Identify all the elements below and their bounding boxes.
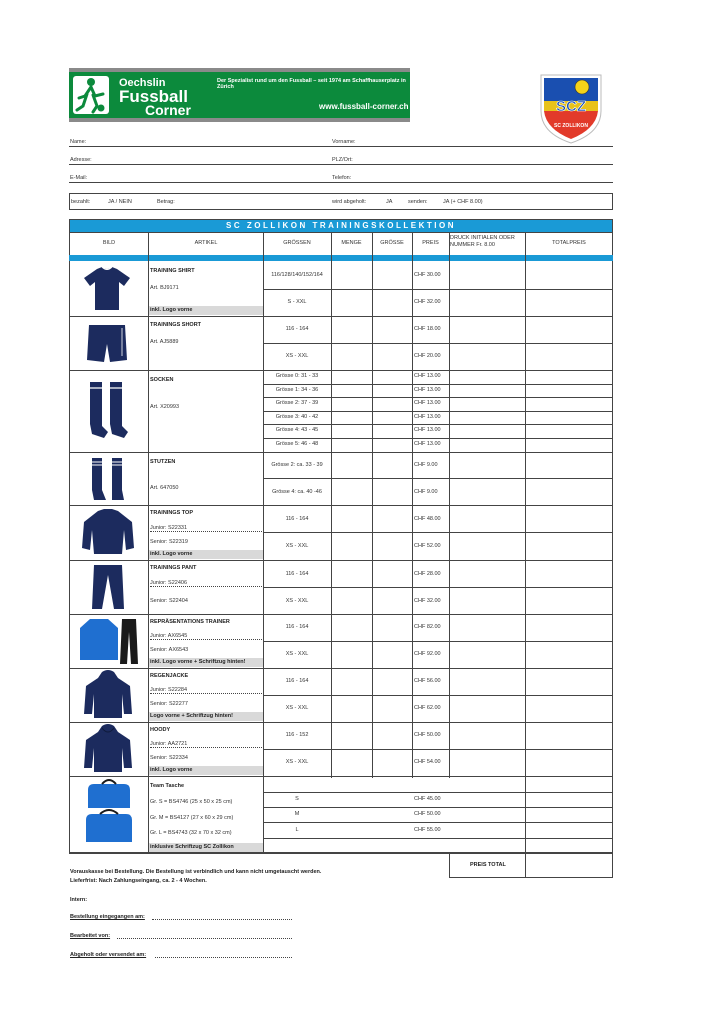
- training-shirt-image: [82, 266, 132, 312]
- product-name: Team Tasche: [150, 783, 185, 789]
- price: CHF 48.00: [414, 516, 441, 522]
- price: CHF 13.00: [414, 387, 441, 393]
- product-note: inklusive Schriftzug SC Zollikon: [149, 843, 263, 852]
- row-line: [69, 776, 613, 777]
- regenjacke-image: [82, 670, 134, 720]
- size-range: Grösse 5: 46 - 48: [275, 441, 319, 447]
- row-line: [69, 452, 613, 453]
- product-note: inkl. Logo vorne: [149, 766, 263, 775]
- price: CHF 45.00: [414, 796, 441, 802]
- hoody-image: [82, 724, 134, 774]
- senior-article: Senior: S22319: [150, 539, 188, 545]
- price: CHF 13.00: [414, 441, 441, 447]
- row-line: [69, 370, 613, 371]
- size-range: Grösse 0: 31 - 33: [275, 373, 319, 379]
- price: CHF 32.00: [414, 598, 441, 604]
- name-line[interactable]: [69, 146, 613, 147]
- product-note: inkl. Logo vorne: [149, 306, 263, 315]
- size-range: XS - XXL: [285, 543, 309, 549]
- product-name: REPRÄSENTATIONS TRAINER: [150, 619, 230, 625]
- product-name: SOCKEN: [150, 377, 174, 383]
- plz-label: PLZ/Ort:: [332, 157, 353, 163]
- price: CHF 32.00: [414, 299, 441, 305]
- subrow-line: [263, 792, 613, 793]
- product-name: HOODY: [150, 727, 171, 733]
- repraesentations-trainer-image: [78, 616, 140, 666]
- socks-image: [86, 380, 130, 440]
- product-name: STUTZEN: [150, 459, 176, 465]
- vline: [331, 232, 332, 262]
- price: CHF 54.00: [414, 759, 441, 765]
- size-range: XS - XXL: [285, 759, 309, 765]
- subrow-line: [263, 822, 613, 823]
- subrow-line: [263, 478, 613, 479]
- size-range: XS - XXL: [285, 651, 309, 657]
- col-bild: BILD: [102, 240, 116, 246]
- stutzen-image: [86, 456, 130, 502]
- product-name: TRAININGS PANT: [150, 565, 197, 571]
- price: CHF 20.00: [414, 353, 441, 359]
- col-menge: MENGE: [341, 240, 362, 246]
- vline: [412, 261, 413, 778]
- junior-article: Junior: S22406: [150, 580, 262, 587]
- team-tasche-image: [84, 778, 134, 850]
- size-range: Grösse 2: 37 - 39: [275, 400, 319, 406]
- trainings-pant-image: [88, 563, 128, 611]
- product-note: inkl. Logo vorne: [149, 550, 263, 559]
- size-range: 116 - 152: [285, 732, 309, 738]
- subrow-line: [263, 838, 613, 839]
- bezahlt-label: bezahlt:: [71, 199, 91, 205]
- price: CHF 9.00: [414, 462, 438, 468]
- preis-total-value[interactable]: [526, 854, 612, 877]
- senior-article: Senior: AX6543: [150, 647, 189, 653]
- product-name: REGENJACKE: [150, 673, 189, 679]
- junior-article: Junior: S22284: [150, 687, 262, 694]
- ja-nein-option[interactable]: JA / NEIN: [108, 199, 132, 205]
- subrow-line: [263, 641, 613, 642]
- intern-label: Intern:: [70, 897, 88, 903]
- subrow-line: [263, 289, 613, 290]
- price: CHF 55.00: [414, 827, 441, 833]
- senior-article: Senior: S22277: [150, 701, 188, 707]
- size-range: Grösse 2: ca. 33 - 39: [271, 462, 323, 468]
- size-range: 116 - 164: [285, 624, 309, 630]
- senden-label: senden:: [408, 199, 428, 205]
- bestellung-eingegangen-field[interactable]: [152, 919, 292, 920]
- product-name: TRAINING SHIRT: [150, 268, 195, 274]
- abgeholt-label: wird abgeholt:: [332, 199, 367, 205]
- bearbeitet-von-field[interactable]: [117, 938, 292, 939]
- bag-size-m: Gr. M = BS4127 (27 x 60 x 29 cm): [150, 815, 234, 821]
- junior-article: Junior: S22331: [150, 525, 262, 532]
- subrow-line: [263, 587, 613, 588]
- row-line: [69, 668, 613, 669]
- adresse-line[interactable]: [69, 164, 613, 165]
- product-note: Logo vorne + Schriftzug hinten!: [149, 712, 263, 721]
- price: CHF 82.00: [414, 624, 441, 630]
- website-link[interactable]: www.fussball-corner.ch: [319, 102, 409, 111]
- price: CHF 30.00: [414, 272, 441, 278]
- junior-article: Junior: AX6545: [150, 633, 262, 640]
- vline: [331, 261, 332, 778]
- vline: [263, 232, 264, 262]
- brand-name-3: Corner: [145, 102, 191, 118]
- size-range: Grösse 4: 43 - 45: [275, 427, 319, 433]
- col-groessen: GRÖSSEN: [283, 240, 311, 246]
- price: CHF 52.00: [414, 543, 441, 549]
- size-range: XS - XXL: [285, 705, 309, 711]
- col-totalpreis: TOTALPREIS: [552, 240, 586, 246]
- bag-size-s: Gr. S = BS4746 (25 x 50 x 25 cm): [150, 799, 233, 805]
- price: CHF 13.00: [414, 400, 441, 406]
- subrow-line: [263, 532, 613, 533]
- row-line: [69, 560, 613, 561]
- svg-text:SC ZOLLIKON: SC ZOLLIKON: [554, 123, 588, 129]
- article-number: Art. 647050: [150, 485, 179, 491]
- size-range: 116 - 164: [285, 326, 309, 332]
- price: CHF 50.00: [414, 732, 441, 738]
- price: CHF 9.00: [414, 489, 438, 495]
- size-range: S - XXL: [287, 299, 307, 305]
- row-line: [69, 614, 613, 615]
- size-range: 116 - 164: [285, 516, 309, 522]
- email-label: E-Mail:: [70, 175, 88, 181]
- vline: [412, 232, 413, 262]
- junior-article: Junior: AA2721: [150, 741, 262, 748]
- size-range: XS - XXL: [285, 598, 309, 604]
- col-druck: DRUCK INITIALEN ODER NUMMER Fr. 8.00: [450, 235, 515, 248]
- player-logo-icon: [73, 76, 109, 114]
- price: CHF 56.00: [414, 678, 441, 684]
- col-artikel: ARTIKEL: [194, 240, 218, 246]
- training-short-image: [86, 322, 128, 364]
- col-preis: PREIS: [422, 240, 439, 246]
- subrow-line: [263, 807, 613, 808]
- size-range: 116 - 164: [285, 571, 309, 577]
- vline: [525, 232, 526, 262]
- price: CHF 92.00: [414, 651, 441, 657]
- telefon-label: Telefon:: [332, 175, 352, 181]
- terms-line-2: Lieferfrist: Nach Zahlungseingang, ca. 2 - 4 Wochen.: [70, 878, 207, 884]
- price: CHF 13.00: [414, 373, 441, 379]
- size-range: 116/128/140/152/164: [271, 272, 323, 278]
- abgeholt-ja-option[interactable]: JA: [386, 199, 393, 205]
- svg-text:SCZ: SCZ: [556, 98, 586, 115]
- vline: [148, 232, 149, 262]
- size-range: M: [294, 811, 300, 817]
- vline: [525, 261, 526, 853]
- article-number: Art. BJ9171: [150, 285, 179, 291]
- article-number: Art. AJ5889: [150, 339, 179, 345]
- subrow-line: [263, 695, 613, 696]
- email-line[interactable]: [69, 182, 613, 183]
- bearbeitet-von-label: Bearbeitet von:: [70, 933, 111, 939]
- price: CHF 28.00: [414, 571, 441, 577]
- product-note: inkl. Logo vorne + Schriftzug hinten!: [149, 658, 263, 667]
- subrow-line: [263, 424, 613, 425]
- tagline: Der Spezialist rund um den Fussball – seit 1974 am Schaffhauserplatz in Zürich: [217, 78, 406, 90]
- col-groesse: GRÖSSE: [380, 240, 404, 246]
- brand-name-1: Oechslin: [119, 77, 166, 89]
- vline: [449, 261, 450, 778]
- vorname-label: Vorname:: [332, 139, 356, 145]
- price: CHF 18.00: [414, 326, 441, 332]
- brand-name-2: Fussball: [119, 87, 188, 106]
- betrag-label: Betrag:: [157, 199, 175, 205]
- fussball-corner-banner: [69, 68, 410, 122]
- vline: [372, 232, 373, 262]
- subrow-line: [263, 397, 613, 398]
- header-strip: [69, 255, 613, 261]
- subrow-line: [263, 749, 613, 750]
- subrow-line: [263, 438, 613, 439]
- header-line-top: [69, 232, 613, 233]
- subrow-line: [263, 411, 613, 412]
- size-range: XS - XXL: [285, 353, 309, 359]
- size-range: L: [295, 827, 299, 833]
- size-range: S: [295, 796, 299, 802]
- price: CHF 50.00: [414, 811, 441, 817]
- terms-line-1: Vorauskasse bei Bestellung. Die Bestellung ist verbindlich und kann nicht umgetauscht werden.: [70, 869, 322, 875]
- name-label: Name:: [70, 139, 87, 145]
- subrow-line: [263, 343, 613, 344]
- row-line: [69, 316, 613, 317]
- article-number: Art. X20993: [150, 404, 180, 410]
- adresse-label: Adresse:: [70, 157, 92, 163]
- vline: [372, 261, 373, 778]
- bestellung-eingegangen-label: Bestellung eingegangen am:: [70, 914, 145, 920]
- senior-article: Senior: S22404: [150, 598, 188, 604]
- bag-size-l: Gr. L = BS4743 (32 x 70 x 32 cm): [150, 830, 232, 836]
- product-name: TRAININGS TOP: [150, 510, 193, 516]
- senden-ja-option[interactable]: JA (+ CHF 8.00): [443, 199, 483, 205]
- preis-total-label: PREIS TOTAL: [470, 862, 506, 868]
- size-range: Grösse 4: ca. 40 -46: [272, 489, 322, 495]
- price: CHF 62.00: [414, 705, 441, 711]
- vline: [449, 232, 450, 262]
- trainings-top-image: [80, 508, 136, 556]
- table-title: SC ZOLLIKON TRAININGSKOLLEKTION: [69, 219, 613, 232]
- price: CHF 13.00: [414, 414, 441, 420]
- product-name: TRAININGS SHORT: [150, 322, 202, 328]
- size-range: Grösse 3: 40 - 42: [275, 414, 319, 420]
- subrow-line: [263, 384, 613, 385]
- size-range: 116 - 164: [285, 678, 309, 684]
- row-line: [69, 722, 613, 723]
- abgeholt-versendet-label: Abgeholt oder versendet am:: [70, 952, 147, 958]
- senior-article: Senior: S22334: [150, 755, 188, 761]
- row-line: [69, 505, 613, 506]
- price: CHF 13.00: [414, 427, 441, 433]
- abgeholt-versendet-field[interactable]: [155, 957, 292, 958]
- sc-zollikon-crest: [536, 71, 606, 145]
- size-range: Grösse 1: 34 - 36: [275, 387, 319, 393]
